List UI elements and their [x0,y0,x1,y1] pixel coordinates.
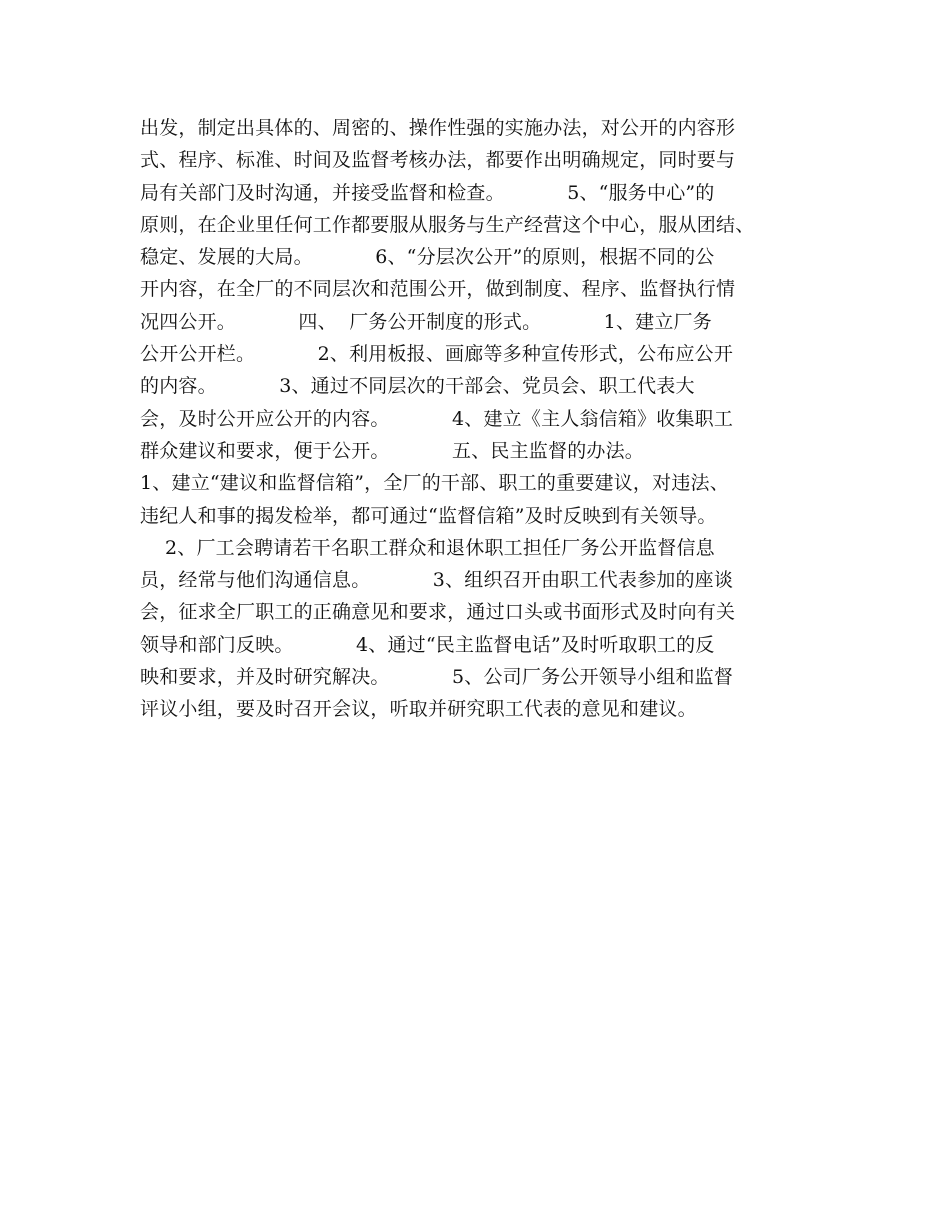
text-line: 会，征求全厂职工的正确意见和要求，通过口头或书面形式及时向有关 [140,601,736,624]
text-line: 况四公开。 四、 厂务公开制度的形式。 1、建立厂务 [140,310,712,333]
text-line: 出发，制定出具体的、周密的、操作性强的实施办法，对公开的内容形 [140,117,736,139]
body-text [140,112,820,726]
text-line: 式、程序、标准、时间及监督考核办法，都要作出明确规定，同时要与 [140,149,736,172]
text-line: 2、厂工会聘请若干名职工群众和退休职工担任厂务公开监督信息 [140,536,715,559]
text-line: 局有关部门及时沟通，并接受监督和检查。 5、“服务中心”的 [140,181,715,204]
text-line: 评议小组，要及时召开会议，听取并研究职工代表的意见和建议。 [140,698,697,721]
text-line: 的内容。 3、通过不同层次的干部会、党员会、职工代表大 [140,375,695,398]
text-line: 群众建议和要求，便于公开。 五、民主监督的办法。 [140,439,644,462]
text-line: 公开公开栏。 2、利用板报、画廊等多种宣传形式，公布应公开 [140,343,734,366]
text-line: 违纪人和事的揭发检举，都可通过“监督信箱”及时反映到有关领导。 [140,504,717,527]
text-line: 开内容，在全厂的不同层次和范围公开，做到制度、程序、监督执行情 [140,278,736,301]
text-line: 员，经常与他们沟通信息。 3、组织召开由职工代表参加的座谈 [140,569,734,592]
text-line: 原则，在企业里任何工作都要服从服务与生产经营这个中心，服从团结、 [140,213,755,236]
text-line: 1、建立“建议和监督信箱”，全厂的干部、职工的重要建议，对违法、 [140,472,729,495]
text-line: 领导和部门反映。 4、通过“民主监督电话”及时听取职工的反 [140,633,715,656]
text-line: 会，及时公开应公开的内容。 4、建立《主人翁信箱》收集职工 [140,407,734,430]
text-line: 稳定、发展的大局。 6、“分层次公开”的原则，根据不同的公 [140,246,715,269]
text-line: 映和要求，并及时研究解决。 5、公司厂务公开领导小组和监督 [140,666,734,689]
